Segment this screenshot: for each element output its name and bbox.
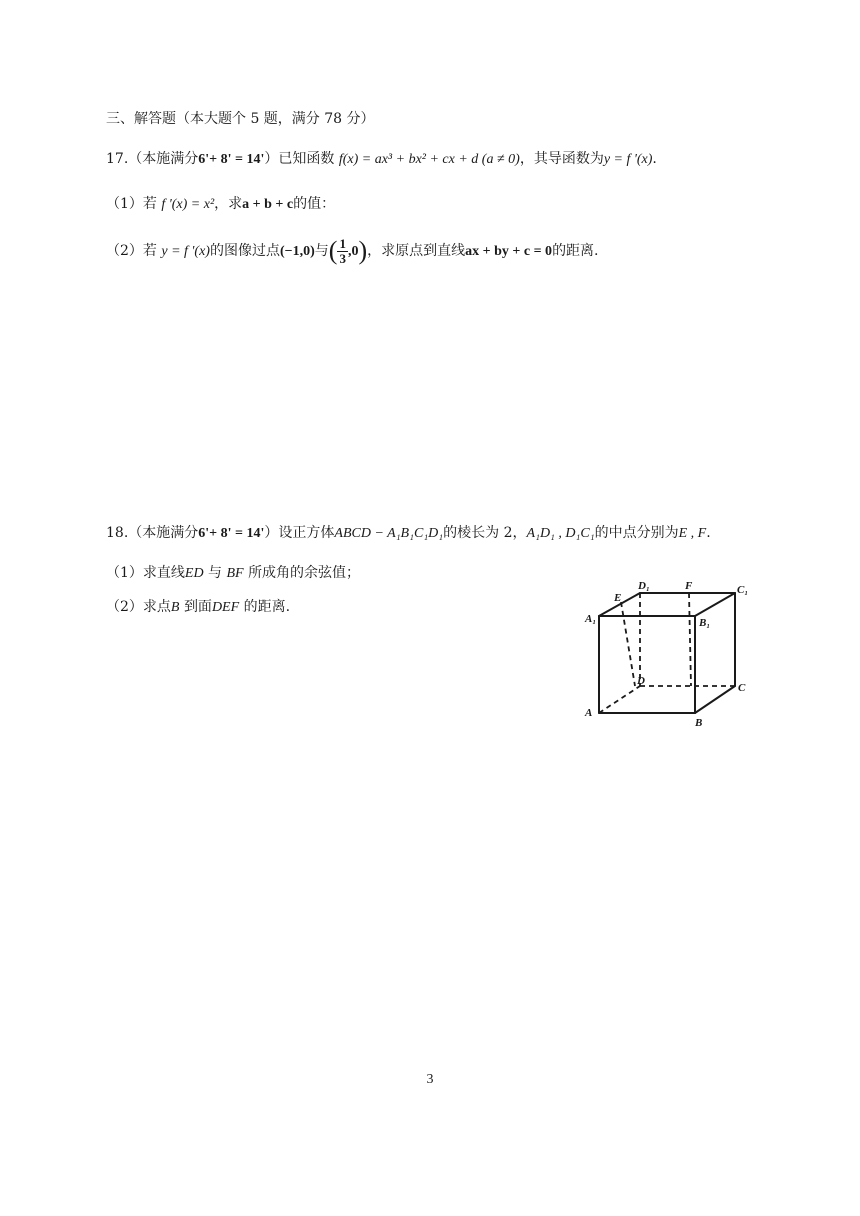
q18-p1-line-1: ED: [184, 566, 204, 581]
label-a1: A₁: [585, 613, 597, 625]
q18-segments: A₁D₁ , D₁C₁: [526, 526, 595, 541]
fraction-numerator: 1: [339, 235, 346, 251]
label-f: F: [685, 580, 693, 592]
q17-score-open: （本施满分: [128, 151, 199, 167]
q18-end: .: [706, 525, 711, 541]
q18-p2-end: 的距离.: [243, 599, 291, 615]
label-e: E: [614, 592, 622, 604]
q18-cube: ABCD − A₁B₁C₁D₁: [334, 526, 444, 541]
q17-p2-point-2-rest: ,0: [347, 244, 359, 259]
q18-p2-mid: 到面: [183, 599, 212, 615]
q17-p2-mid2: 与: [314, 243, 329, 259]
q18-stem-c: 的中点分别为: [594, 525, 679, 541]
q17-p1-expression: a + b + c: [242, 197, 294, 212]
q17-number: 17.: [106, 151, 129, 167]
segment-e-d: [621, 602, 635, 686]
fraction-one-third: [337, 237, 348, 266]
q18-stem: [106, 522, 711, 545]
q17-part-1: [106, 193, 335, 216]
page-number: 3: [426, 1072, 434, 1087]
q17-p2-num: （2）若: [106, 243, 157, 259]
paren-open: (: [328, 236, 338, 265]
q18-score-open: （本施满分: [128, 525, 199, 541]
q17-derivative: y = f '(x): [603, 152, 653, 167]
edge-b-c: [695, 686, 735, 713]
paren-close: ): [358, 236, 368, 265]
cube-figure: [583, 578, 753, 730]
q17-p2-end: 的距离.: [552, 243, 599, 259]
q18-p2-num: （2）求点: [106, 599, 171, 615]
q18-stem-b: 的棱长为 2，: [443, 525, 527, 541]
q18-number: 18.: [106, 525, 129, 541]
label-b: B: [695, 717, 703, 729]
label-a: A: [585, 707, 593, 719]
q17-p2-condition: y = f '(x): [161, 244, 210, 259]
hidden-edge-a-d: [599, 686, 640, 713]
q18-part-2: [106, 596, 290, 619]
q17-function: f(x) = ax³ + bx² + cx + d (a ≠ 0): [338, 152, 520, 167]
label-c: C: [738, 682, 746, 694]
q17-p2-mid1: 的图像过点: [209, 243, 280, 259]
q17-p2-line: ax + by + c = 0: [465, 244, 553, 259]
label-d: D: [637, 675, 645, 687]
q18-score-expr: 6'+ 8' = 14': [198, 526, 265, 541]
q18-p2-point: B: [170, 600, 180, 615]
q17-end: .: [652, 151, 657, 167]
q17-stem-a: 已知函数: [278, 151, 335, 167]
q18-points: E , F: [678, 526, 707, 541]
edge-b1-c1: [695, 593, 735, 616]
label-c1: C₁: [737, 584, 749, 596]
q17-score-expr: 6'+ 8' = 14': [198, 152, 265, 167]
section-heading: 三、解答题（本大题个 5 题，满分 78 分）: [106, 111, 375, 127]
label-b1: B₁: [699, 617, 711, 629]
label-d1: D₁: [638, 580, 650, 592]
q18-part-1: [106, 562, 360, 585]
q18-stem-a: 设正方体: [278, 525, 335, 541]
segment-f-b: [689, 593, 691, 686]
q18-p1-mid: 与: [208, 565, 223, 581]
q17-stem-b: ，其导函数为: [519, 151, 604, 167]
q17-stem: [106, 148, 657, 171]
fraction-denominator: 3: [339, 250, 346, 266]
q17-score-close: ）: [264, 151, 279, 167]
q18-p1-end: 所成角的余弦值；: [248, 565, 361, 581]
q17-p1-condition: f '(x) = x²: [161, 197, 215, 212]
q18-p1-line-2: BF: [226, 566, 244, 581]
q17-p1-mid: ，求: [214, 196, 243, 212]
q17-p2-point-1: (−1,0): [279, 244, 315, 259]
q17-p2-mid3: ，求原点到直线: [367, 243, 466, 259]
q18-p1-num: （1）求直线: [106, 565, 185, 581]
q18-score-close: ）: [264, 525, 279, 541]
q17-p1-num: （1）若: [106, 196, 157, 212]
q17-p1-end: 的值：: [293, 196, 336, 212]
q17-part-2: [106, 234, 599, 269]
q18-p2-plane: DEF: [211, 600, 240, 615]
